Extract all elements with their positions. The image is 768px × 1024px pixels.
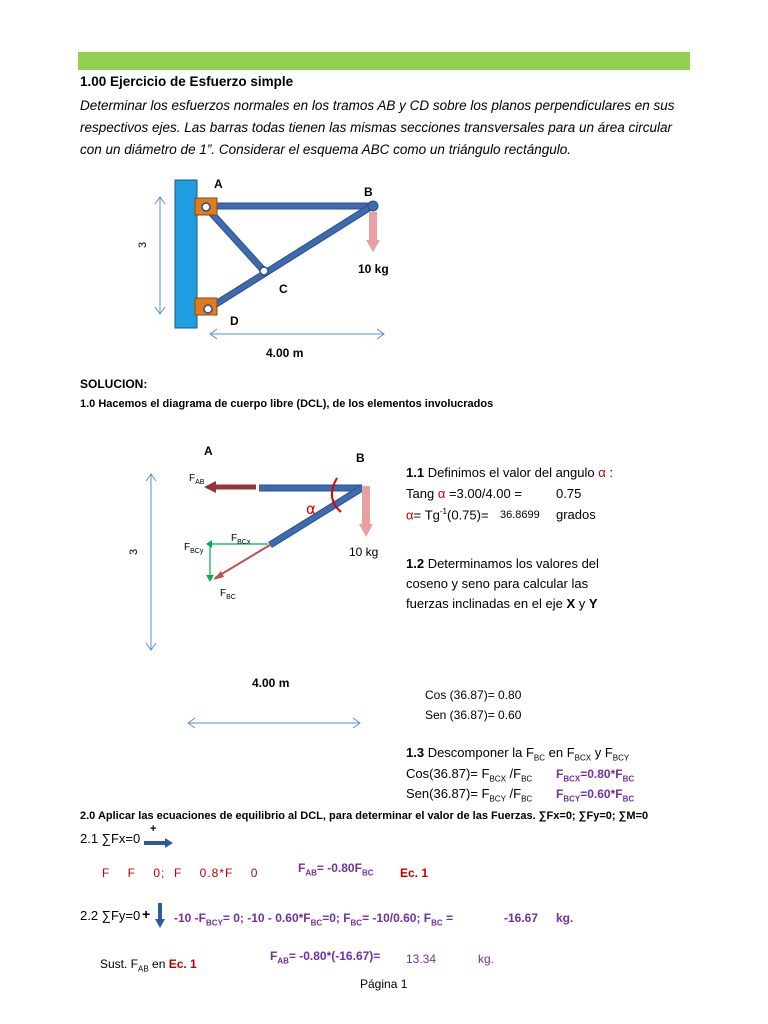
page-number: Página 1 <box>360 977 408 991</box>
load-label: 10 kg <box>358 262 389 276</box>
fab-unit: kg. <box>478 952 495 966</box>
label-c: C <box>279 282 288 296</box>
step-1-3-heading: 1.3 Descomponer la $F_{BC}$ en $F_{BCX}$ y $F_{BCY}$ <box>406 745 630 763</box>
fbd-load-shaft <box>362 486 370 524</box>
equation-1-label: Ec. 1 <box>400 866 429 880</box>
fbd-load-label: 10 kg <box>349 545 379 559</box>
fbc-unit: kg. <box>556 911 574 925</box>
step1-heading: 1.0 Hacemos el diagrama de cuerpo libre (DCL), de los elementos involucrados <box>80 398 494 410</box>
step-1-2-line2: coseno y seno para calcular las <box>406 576 589 591</box>
tangent-line: Tang α =3.00/4.00 = <box>406 486 522 501</box>
cos-relation: $Cos(36.87)= F_{BCX}$ $/F_{BC}$ <box>406 766 533 784</box>
angle-alpha: α <box>306 500 316 518</box>
sum-fy-label: 2.2 ∑Fy=0 <box>80 908 141 923</box>
positive-y-sign: + <box>142 906 151 922</box>
tangent-value: 0.75 <box>556 486 582 501</box>
fbcy-result: $F_{BCY}=0.60*F_{BC}$ <box>556 787 635 804</box>
positive-y-arrow <box>155 903 165 929</box>
step-1-1-heading: 1.1 Definimos el valor del angulo α : <box>406 465 613 480</box>
label-fab: $F_{AB}$ <box>189 473 205 486</box>
arctangent-line: $\alpha= Tg^{-1}(0.75)=$ <box>406 507 489 523</box>
solution-heading: SOLUCION: <box>80 377 148 391</box>
label-a: A <box>214 177 223 191</box>
step-1-2-line3: fuerzas inclinadas en el eje X y Y <box>406 596 598 611</box>
fab-substitution: $F_{AB}= -0.80*(-16.67)=$ <box>270 949 381 966</box>
fbd-label-a: A <box>204 444 213 458</box>
fab-expression: $F_{AB}= -0.80F_{BC}$ <box>298 861 374 878</box>
fbcx-result: $F_{BCX}=0.80*F_{BC}$ <box>556 767 635 784</box>
fbd-label-b: B <box>356 451 365 465</box>
substitution-note: Sust. $F_{AB}$ en Ec. 1 <box>100 957 197 974</box>
sen-relation: $Sen(36.87)= F_{BCY}$ $/F_{BC}$ <box>406 786 533 804</box>
fbd-load-head <box>359 524 373 537</box>
sum-fy-equation: -10 $-F_{BCY}= 0$; $-10 - 0.60*F_{BC}=0$; $F_{BC}= -10/0.60$; $F_{BC}$ = <box>174 911 454 928</box>
label-d: D <box>230 314 239 328</box>
fbd-dimension-label: 4.00 m <box>252 676 290 690</box>
sine-value: Sen (36.87)= 0.60 <box>425 708 522 722</box>
label-b: B <box>364 185 373 199</box>
angle-unit: grados <box>556 507 596 522</box>
fab-value: 13.34 <box>406 952 437 966</box>
sum-fx-label: 2.1 ∑Fx=0 <box>80 831 141 846</box>
dimension-label: 4.00 m <box>266 346 304 360</box>
exercise-title: 1.00 Ejercicio de Esfuerzo simple <box>80 74 294 89</box>
positive-x-arrow <box>144 838 174 848</box>
fbc-value: -16.67 <box>504 911 539 925</box>
partial-equation-line: F F 0; F 0.8*F 0 <box>102 866 259 880</box>
label-fbcy: $F_{BCy}$ <box>184 542 204 555</box>
step-2-heading: 2.0 Aplicar las ecuaciones de equilibrio al DCL, para determinar el valor de las Fuerzas. ∑Fx=0; ∑Fy=0; ∑M=0 <box>80 810 649 822</box>
positive-x-sign: + <box>150 823 157 835</box>
label-fbcx: $F_{BCx}$ <box>231 533 251 546</box>
angle-value: 36.8699 <box>500 509 540 521</box>
cosine-value: Cos (36.87)= 0.80 <box>425 688 522 702</box>
step-1-2-line1: 1.2 Determinamos los valores del <box>406 556 599 571</box>
problem-statement: Determinar los esfuerzos normales en los tramos AB y CD sobre los planos perpendiculares en sus respectivos ejes. Las barras todas tienen las mismas secciones transversales para un área circular con un diámetro de 1”. Considerar el esquema ABC como un triángulo rectángulo. <box>80 98 675 157</box>
label-fbc: $F_{BC}$ <box>220 588 236 601</box>
vertical-dimension-label: 3 <box>137 241 149 248</box>
force-fbc-arrow <box>215 545 270 578</box>
fbd-vertical-label: 3 <box>128 548 140 555</box>
